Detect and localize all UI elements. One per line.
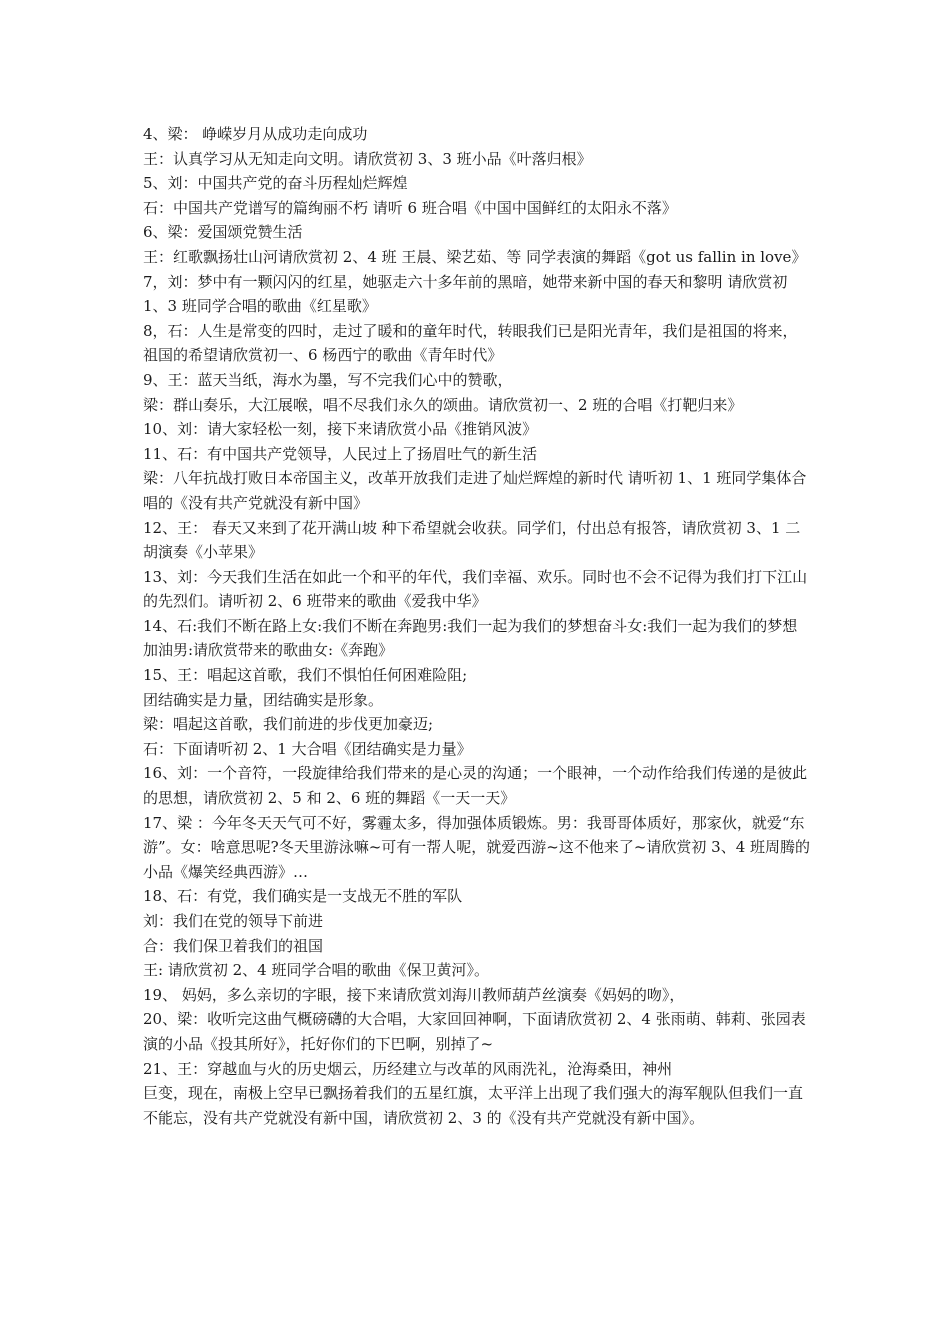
paragraph-11: 10、刘：请大家轻松一刻，接下来请欣赏小品《推销风波》: [143, 420, 538, 439]
paragraph-9: 9、王：蓝天当纸，海水为墨，写不完我们心中的赞歌，: [143, 370, 513, 389]
paragraph-26: 王: 请欣赏初 2、4 班同学合唱的歌曲《保卫黄河》。: [143, 961, 489, 980]
paragraph-28: 20、梁：收听完这曲气概磅礴的大合唱，大家回回神啊，下面请欣赏初 2、4 张雨萌、韩莉、张园表演的小品《投其所好》，托好你们的下巴啊，别掉了~: [143, 1010, 806, 1053]
paragraph-7: 7，刘：梦中有一颗闪闪的红星，她驱走六十多年前的黑暗，她带来新中国的春天和黎明 请欣赏初 1、3 班同学合唱的歌曲《红星歌》: [143, 272, 788, 316]
paragraph-1: 4、梁： 峥嵘岁月从成功走向成功: [143, 125, 368, 143]
document-body: [143, 122, 811, 1130]
paragraph-30: 巨变，现在，南极上空早已飘扬着我们的五星红旗，太平洋上出现了我们强大的海军舰队但我们一直不能忘，没有共产党就没有新中国，请欣赏初 2、3 的《没有共产党就没有新中国》。: [143, 1084, 804, 1127]
paragraph-3: 5、刘：中国共产党的奋斗历程灿烂辉煌: [143, 174, 408, 193]
paragraph-14: 12、王： 春天又来到了花开满山坡 种下希望就会收获。同学们，付出总有报答，请欣赏初 3、1 二胡演奏《小苹果》: [143, 518, 801, 562]
paragraph-2: 王：认真学习从无知走向文明。请欣赏初 3、3 班小品《叶落归根》: [143, 149, 592, 168]
paragraph-4: 石：中国共产党谱写的篇绚丽不朽 请听 6 班合唱《中国中国鲜红的太阳永不落》: [143, 198, 677, 217]
paragraph-16: 14、石:我们不断在路上女:我们不断在奔跑男:我们一起为我们的梦想奋斗女:我们一起为我们的梦想加油男:请欣赏带来的歌曲女:《奔跑》: [143, 616, 798, 660]
paragraph-19: 梁：唱起这首歌，我们前进的步伐更加豪迈;: [143, 715, 434, 734]
paragraph-27: 19、 妈妈，多么亲切的字眼，接下来请欣赏刘海川教师葫芦丝演奏《妈妈的吻》，: [143, 985, 685, 1004]
paragraph-29: 21、王：穿越血与火的历史烟云，历经建立与改革的风雨洗礼，沧海桑田，神州: [143, 1059, 673, 1078]
paragraph-15: 13、刘：今天我们生活在如此一个和平的年代，我们幸福、欢乐。同时也不会不记得为我们打下江山的先烈们。请听初 2、6 班带来的歌曲《爱我中华》: [143, 567, 808, 611]
paragraph-24: 刘：我们在党的领导下前进: [143, 912, 324, 930]
paragraph-22: 17、梁 ：今年冬天天气可不好，雾霾太多，得加强体质锻炼。男：我哥哥体质好，那家伙，就爱“东游”。女：啥意思呢?冬天里游泳嘛~可有一帮人呢，就爱西游~这不他来了~请欣赏初 3、4 班周腾的小品《爆笑经典西游》…: [143, 813, 811, 881]
paragraph-8: 8，石：人生是常变的四时，走过了暖和的童年时代，转眼我们已是阳光青年，我们是祖国的将来，祖国的希望请欣赏初一、6 杨西宁的歌曲《青年时代》: [143, 321, 798, 365]
paragraph-13: 梁：八年抗战打败日本帝国主义，改革开放我们走进了灿烂辉煌的新时代 请听初 1、1 班同学集体合唱的《没有共产党就没有新中国》: [143, 469, 807, 512]
paragraph-25: 合：我们保卫着我们的祖国: [143, 936, 324, 955]
paragraph-17: 15、王：唱起这首歌，我们不惧怕任何困难险阻;: [143, 666, 468, 685]
paragraph-6: 王：红歌飘扬壮山河请欣赏初 2、4 班 王晨、梁艺茹、等 同学表演的舞蹈《got us fallin in love》: [143, 247, 807, 266]
paragraph-10: 梁：群山奏乐，大江展喉，唱不尽我们永久的颂曲。请欣赏初一、2 班的合唱《打靶归来》: [143, 395, 743, 414]
paragraph-21: 16、刘：一个音符，一段旋律给我们带来的是心灵的沟通；一个眼神，一个动作给我们传递的是彼此的思想，请欣赏初 2、5 和 2、6 班的舞蹈《一天一天》: [143, 764, 808, 808]
paragraph-18: 团结确实是力量，团结确实是形象。: [143, 690, 384, 709]
paragraph-20: 石：下面请听初 2、1 大合唱《团结确实是力量》: [143, 739, 472, 758]
paragraph-23: 18、石：有党，我们确实是一支战无不胜的军队: [143, 887, 463, 906]
paragraph-12: 11、石：有中国共产党领导，人民过上了扬眉吐气的新生活: [143, 444, 538, 463]
paragraph-5: 6、梁：爱国颂党赞生活: [143, 223, 303, 242]
